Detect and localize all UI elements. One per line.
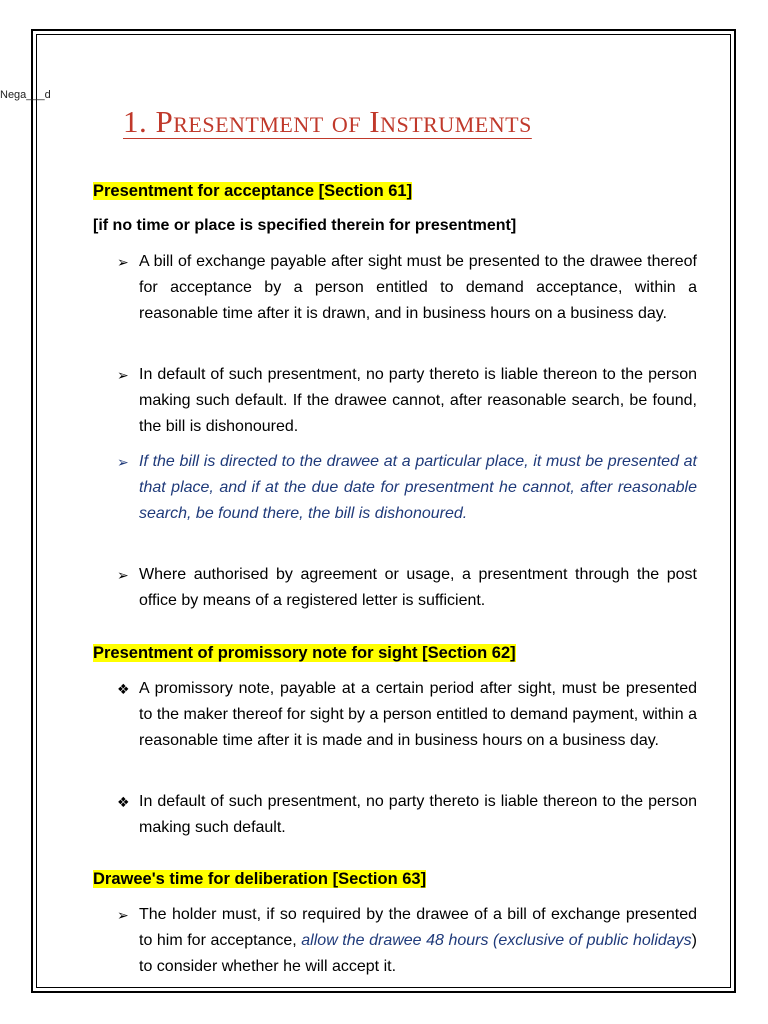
section-61-heading-text: Presentment for acceptance [Section 61] xyxy=(93,182,413,200)
section-63-heading-text: Drawee's time for deliberation [Section 63] xyxy=(93,870,427,888)
list-item-text: In default of such presentment, no party thereto is liable thereon to the person making such default. xyxy=(139,793,697,836)
diamond-bullet-icon: ❖ xyxy=(117,794,130,810)
arrow-bullet-icon: ➢ xyxy=(117,367,129,383)
list-item-text: In default of such presentment, no party thereto is liable thereon to the person making such default. If the drawee cannot, after reasonable search, be found, the bill is dishonoured. xyxy=(139,366,697,435)
list-item xyxy=(117,249,697,327)
arrow-bullet-icon: ➢ xyxy=(117,907,129,923)
list-item xyxy=(117,362,697,440)
list-item-text: A promissory note, payable at a certain period after sight, must be presented to the maker thereof for sight by a person entitled to demand payment, within a reasonable time after it is made and in business hours on a business day. xyxy=(139,680,697,749)
list-item xyxy=(117,562,697,614)
section-61-subheading: [if no time or place is specified therein for presentment] xyxy=(93,217,517,234)
watermark-text: Nega___d xyxy=(0,89,51,101)
list-item xyxy=(117,902,697,980)
list-item-text-emphasis: allow the drawee 48 hours (exclusive of public holidays xyxy=(301,932,692,949)
list-item-text: If the bill is directed to the drawee at a particular place, it must be presented at that place, and if at the due date for presentment he cannot, after reasonable search, be found there, the bill is dishonoured. xyxy=(139,453,697,522)
section-63-heading xyxy=(93,868,426,890)
list-item xyxy=(117,449,697,527)
list-item-text: A bill of exchange payable after sight must be presented to the drawee thereof for acceptance by a person entitled to demand acceptance, within a reasonable time after it is drawn, and in business hours on a business day. xyxy=(139,253,697,322)
arrow-bullet-icon: ➢ xyxy=(117,454,129,470)
list-item-text-start: The holder must, if so required by the drawee of a bill of exchange presented to him for acceptance, xyxy=(139,906,697,949)
diamond-bullet-icon: ❖ xyxy=(117,681,130,697)
list-item-text: Where authorised by agreement or usage, a presentment through the post office by means of a registered letter is sufficient. xyxy=(139,566,697,609)
page-title: 1. Presentment of Instruments xyxy=(123,104,532,139)
arrow-bullet-icon: ➢ xyxy=(117,567,129,583)
arrow-bullet-icon: ➢ xyxy=(117,254,129,270)
section-62-heading-text: Presentment of promissory note for sight [Section 62] xyxy=(93,644,516,662)
list-item xyxy=(117,789,697,841)
list-item xyxy=(117,676,697,754)
list-item-text xyxy=(139,902,697,980)
list-item-text-end: ) to consider whether he will accept it. xyxy=(139,932,697,975)
section-61-heading xyxy=(93,180,412,202)
section-62-heading xyxy=(93,642,516,664)
